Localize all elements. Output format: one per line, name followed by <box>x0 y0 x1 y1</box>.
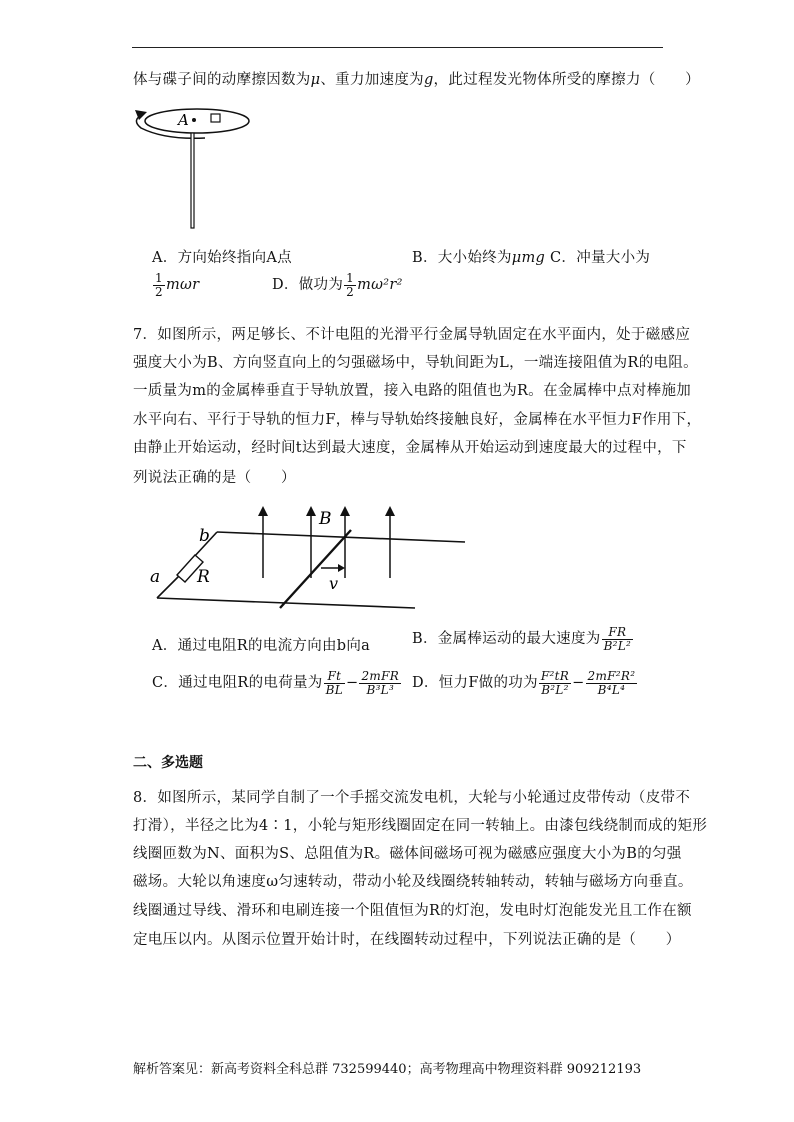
frac-num: 1 <box>346 271 355 285</box>
q7-option-c-fraction-1 <box>324 670 345 696</box>
q6-option-b[interactable] <box>412 246 545 267</box>
q6-option-c[interactable] <box>550 246 650 267</box>
q6-option-d[interactable] <box>272 272 403 298</box>
q7-option-a[interactable]: A．通过电阻R的电流方向由b向a <box>152 638 371 654</box>
q8-line-3: 线圈匝数为N、面积为S、总阻值为R。磁体间磁场可视为磁感应强度大小为B的匀强 <box>133 846 682 862</box>
frac-num: 2mF²R² <box>587 669 636 683</box>
q7-line-2: 强度大小为B、方向竖直向上的匀强磁场中，导轨间距为L，一端连接阻值为R的电阻。 <box>133 355 698 371</box>
q7-line-1: 7．如图所示，两足够长、不计电阻的光滑平行金属导轨固定在水平面内，处于磁感应 <box>133 327 691 343</box>
q7-option-c[interactable] <box>152 670 402 696</box>
q8-line-6: 定电压以内。从图示位置开始计时，在线圈转动过程中，下列说法正确的是（ ） <box>133 932 681 948</box>
footer-note: 解析答案见：新高考资料全科总群 732599440；高考物理高中物理资料群 909212193 <box>133 1062 642 1077</box>
frac-num: F²tR <box>540 669 570 683</box>
q6-option-c-tail: mωr <box>165 277 200 294</box>
q7-option-d-fraction-1 <box>539 670 571 696</box>
q6-rotating-disc-figure <box>125 96 255 231</box>
q7-option-b-label: B．金属棒运动的最大速度为 <box>412 631 601 648</box>
disc-ellipse <box>145 109 249 133</box>
q6-option-c-fraction <box>153 272 165 298</box>
frac-den: BL <box>325 682 344 697</box>
frac-den: B²L² <box>603 638 632 653</box>
q6-option-b-value: μmg <box>511 250 546 266</box>
field-arrowhead-3 <box>340 506 350 516</box>
frac-num: FR <box>602 626 634 640</box>
frac-den: 2 <box>155 284 163 299</box>
q7-option-d-label: D．恒力F做的功为 <box>412 675 538 692</box>
frac-den: 2 <box>346 284 355 299</box>
support-pole <box>191 133 194 228</box>
q6-intro-text-3: ，此过程发光物体所受的摩擦力（ ） <box>433 72 700 88</box>
resistor-lead-bottom <box>157 576 179 598</box>
field-arrowhead-1 <box>258 506 268 516</box>
q7-line-6: 列说法正确的是（ ） <box>133 470 296 486</box>
field-arrowhead-2 <box>306 506 316 516</box>
q8-line-2: 打滑），半径之比为4∶1，小轮与矩形线圈固定在同一转轴上。由漆包线绕制而成的矩形 <box>133 818 708 834</box>
section-heading-multiple-choice: 二、多选题 <box>133 755 203 771</box>
q6-intro-line <box>133 68 700 89</box>
label-r: R <box>197 567 210 587</box>
q7-option-b[interactable] <box>412 626 634 652</box>
q7-rails-figure <box>145 500 475 615</box>
q7-line-3: 一质量为m的金属棒垂直于导轨放置，接入电路的阻值也为R。在金属棒中点对棒施加 <box>133 383 692 399</box>
label-b: b <box>199 526 210 546</box>
q7-option-d-fraction-2 <box>586 670 638 696</box>
q8-line-4: 磁场。大轮以角速度ω匀速转动，带动小轮及线圈绕转轴转动，转轴与磁场方向垂直。 <box>133 874 693 890</box>
q6-option-c-label: C．冲量大小为 <box>550 250 651 266</box>
q8-line-5: 线圈通过导线、滑环和电刷连接一个阻值恒为R的灯泡，发电时灯泡能发光且工作在额 <box>133 903 692 919</box>
point-a-label: A <box>178 111 189 129</box>
header-rule <box>132 47 663 48</box>
q6-intro-text: 体与碟子间的动摩擦因数为 <box>133 72 311 88</box>
frac-den: B³L³ <box>366 682 395 697</box>
q8-line-1: 8．如图所示，某同学自制了一个手摇交流发电机，大轮与小轮通过皮带传动（皮带不 <box>133 790 691 806</box>
q6-option-b-label: B．大小始终为 <box>412 250 512 266</box>
q7-line-4: 水平向右、平行于导轨的恒力F，棒与导轨始终接触良好，金属棒在水平恒力F作用下， <box>133 412 702 428</box>
frac-num: 1 <box>155 271 163 285</box>
q6-intro-text-2: 、重力加速度为 <box>320 72 424 88</box>
q7-option-c-label: C．通过电阻R的电荷量为 <box>152 675 323 692</box>
q6-option-d-label: D．做功为 <box>272 277 344 294</box>
minus-sign: − <box>346 675 359 692</box>
q6-option-c-value <box>152 272 199 298</box>
field-arrowhead-4 <box>385 506 395 516</box>
q6-option-d-fraction <box>344 272 356 298</box>
frac-num: 2mFR <box>361 669 400 683</box>
frac-num: Ft <box>324 670 345 684</box>
label-a: a <box>150 567 161 587</box>
q6-option-d-tail: mω²r² <box>357 277 403 294</box>
q6-g-symbol: g <box>423 72 434 88</box>
label-v: v <box>329 574 339 593</box>
velocity-arrowhead <box>338 564 345 572</box>
label-field-b: B <box>319 509 332 529</box>
q7-option-c-fraction-2 <box>359 670 401 696</box>
frac-den: B²L² <box>541 682 569 697</box>
q7-option-b-fraction <box>602 626 634 652</box>
q6-option-a[interactable]: A．方向始终指向A点 <box>152 250 292 266</box>
q6-mu-symbol: μ <box>310 72 321 88</box>
luminous-object <box>211 114 220 122</box>
frac-den: B⁴L⁴ <box>597 682 626 697</box>
q7-line-5: 由静止开始运动，经时间t达到最大速度，金属棒从开始运动到速度最大的过程中，下 <box>133 440 687 456</box>
minus-sign: − <box>572 675 585 692</box>
q7-option-d[interactable] <box>412 670 638 696</box>
point-a-dot <box>192 118 196 122</box>
